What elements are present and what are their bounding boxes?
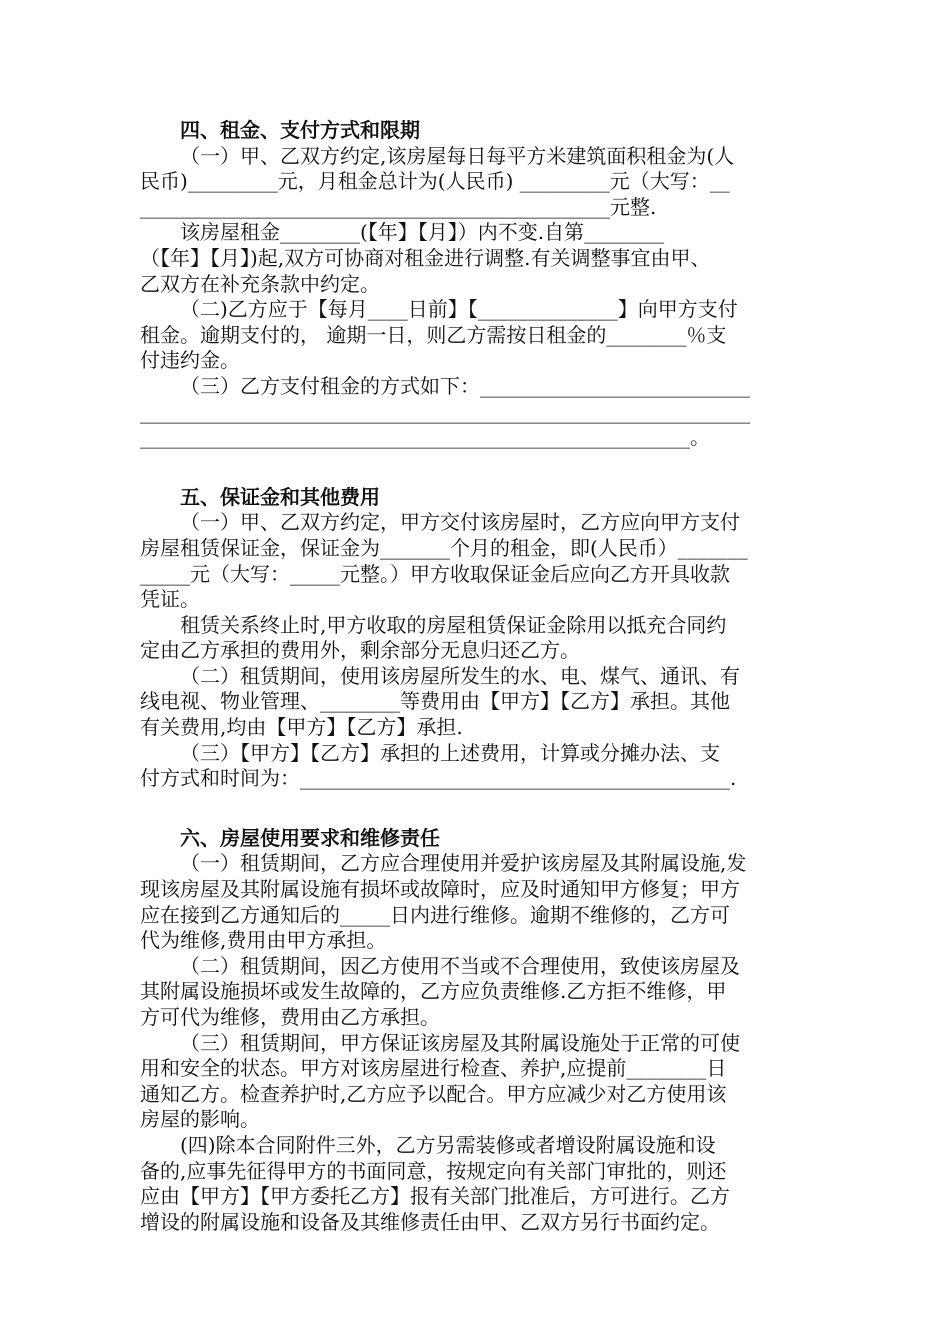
section-6-line: 备的,应事先征得甲方的书面同意，按规定向有关部门审批的，则还 [140,1158,727,1183]
section-5-line: 租赁关系终止时,甲方收取的房屋租赁保证金除用以抵充合同约 [180,612,727,637]
section-5-line: （三）【甲方】【乙方】承担的上述费用，计算或分摊办法、支 [180,740,720,765]
section-4-line: 民币)_________元，月租金总计为(人民币) _________元（大写：__ [140,169,730,194]
section-6-line: 应由【甲方】【甲方委托乙方】报有关部门批准后，方可进行。乙方 [140,1184,730,1209]
section-5-line: （二）租赁期间，使用该房屋所发生的水、电、煤气、通讯、有 [180,663,740,688]
section-5-line: 凭证。 [140,587,200,612]
section-4-line: 该房屋租金________(【年】【月】）内不变.自第________ [180,220,665,245]
section-5-line: 付方式和时间为：___________________________________________. [140,766,737,791]
section-6-line: 代为维修,费用由甲方承担。 [140,928,387,953]
section-4-line: （【年】【月】)起,双方可协商对租金进行调整.有关调整事宜由甲、 [140,245,711,270]
section-4-line: _______________________________________________________。 [140,425,710,450]
section-5-line: 有关费用,均由【甲方】【乙方】承担. [140,715,463,740]
document-page [140,118,812,1235]
section-4-line: _____________________________________________________________ [140,399,750,424]
section-6-line: 通知乙方。检查养护时,乙方应予以配合。甲方应减少对乙方使用该 [140,1081,727,1106]
section-4-line: 付违约金。 [140,348,240,373]
section-6-line: 现该房屋及其附属设施有损坏或故障时，应及时通知甲方修复；甲方 [140,877,740,902]
section-5-line: （一）甲、乙双方约定，甲方交付该房屋时，乙方应向甲方支付 [180,510,740,535]
section-4-line: _______________________________________________元整. [140,194,657,219]
section-5-title: 五、保证金和其他费用 [180,484,380,509]
section-6-line: （二）租赁期间，因乙方使用不当或不合理使用，致使该房屋及 [180,953,740,978]
section-5-line: 定由乙方承担的费用外，剩余部分无息归还乙方。 [140,638,580,663]
section-4-line: （一）甲、乙双方约定,该房屋每日每平方米建筑面积租金为(人 [180,143,735,168]
section-6-line: 应在接到乙方通知后的_____日内进行维修。逾期不维修的，乙方可 [140,902,730,927]
section-4-line: 租金。逾期支付的， 逾期一日，则乙方需按日租金的________％支 [140,322,727,347]
section-6-line: (四)除本合同附件三外，乙方另需装修或者增设附属设施和设 [180,1132,716,1157]
section-gap [140,792,812,826]
section-6-line: 用和安全的状态。甲方对该房屋进行检查、养护,应提前________日 [140,1056,727,1081]
section-6-line: 增设的附属设施和设备及其维修责任由甲、乙双方另行书面约定。 [140,1209,720,1234]
section-6-line: （一）租赁期间，乙方应合理使用并爱护该房屋及其附属设施,发 [180,851,747,876]
section-6-line: 房屋的影响。 [140,1107,260,1132]
section-6-title: 六、房屋使用要求和维修责任 [180,825,440,850]
section-6-line: （三）租赁期间，甲方保证该房屋及其附属设施处于正常的可使 [180,1030,740,1055]
section-gap [140,451,812,485]
section-4-title: 四、租金、支付方式和限期 [180,118,420,142]
section-4-line: （二)乙方应于【每月____日前】【______________】向甲方支付 [180,297,738,322]
section-6-line: 方可代为维修，费用由乙方承担。 [140,1005,440,1029]
section-5-line: 线电视、物业管理、________等费用由【甲方】【乙方】承担。其他 [140,689,730,714]
section-5-line: 房屋租赁保证金，保证金为_______个月的租金，即(人民币）_______ [140,535,748,560]
section-4-line: 乙双方在补充条款中约定。 [140,271,380,296]
section-4-line: （三）乙方支付租金的方式如下：___________________________ [180,373,750,398]
section-5-line: _____元（大写：_____元整。）甲方收取保证金后应向乙方开具收款 [140,561,730,586]
section-6-line: 其附属设施损坏或发生故障的，乙方应负责维修.乙方拒不维修，甲 [140,979,727,1004]
